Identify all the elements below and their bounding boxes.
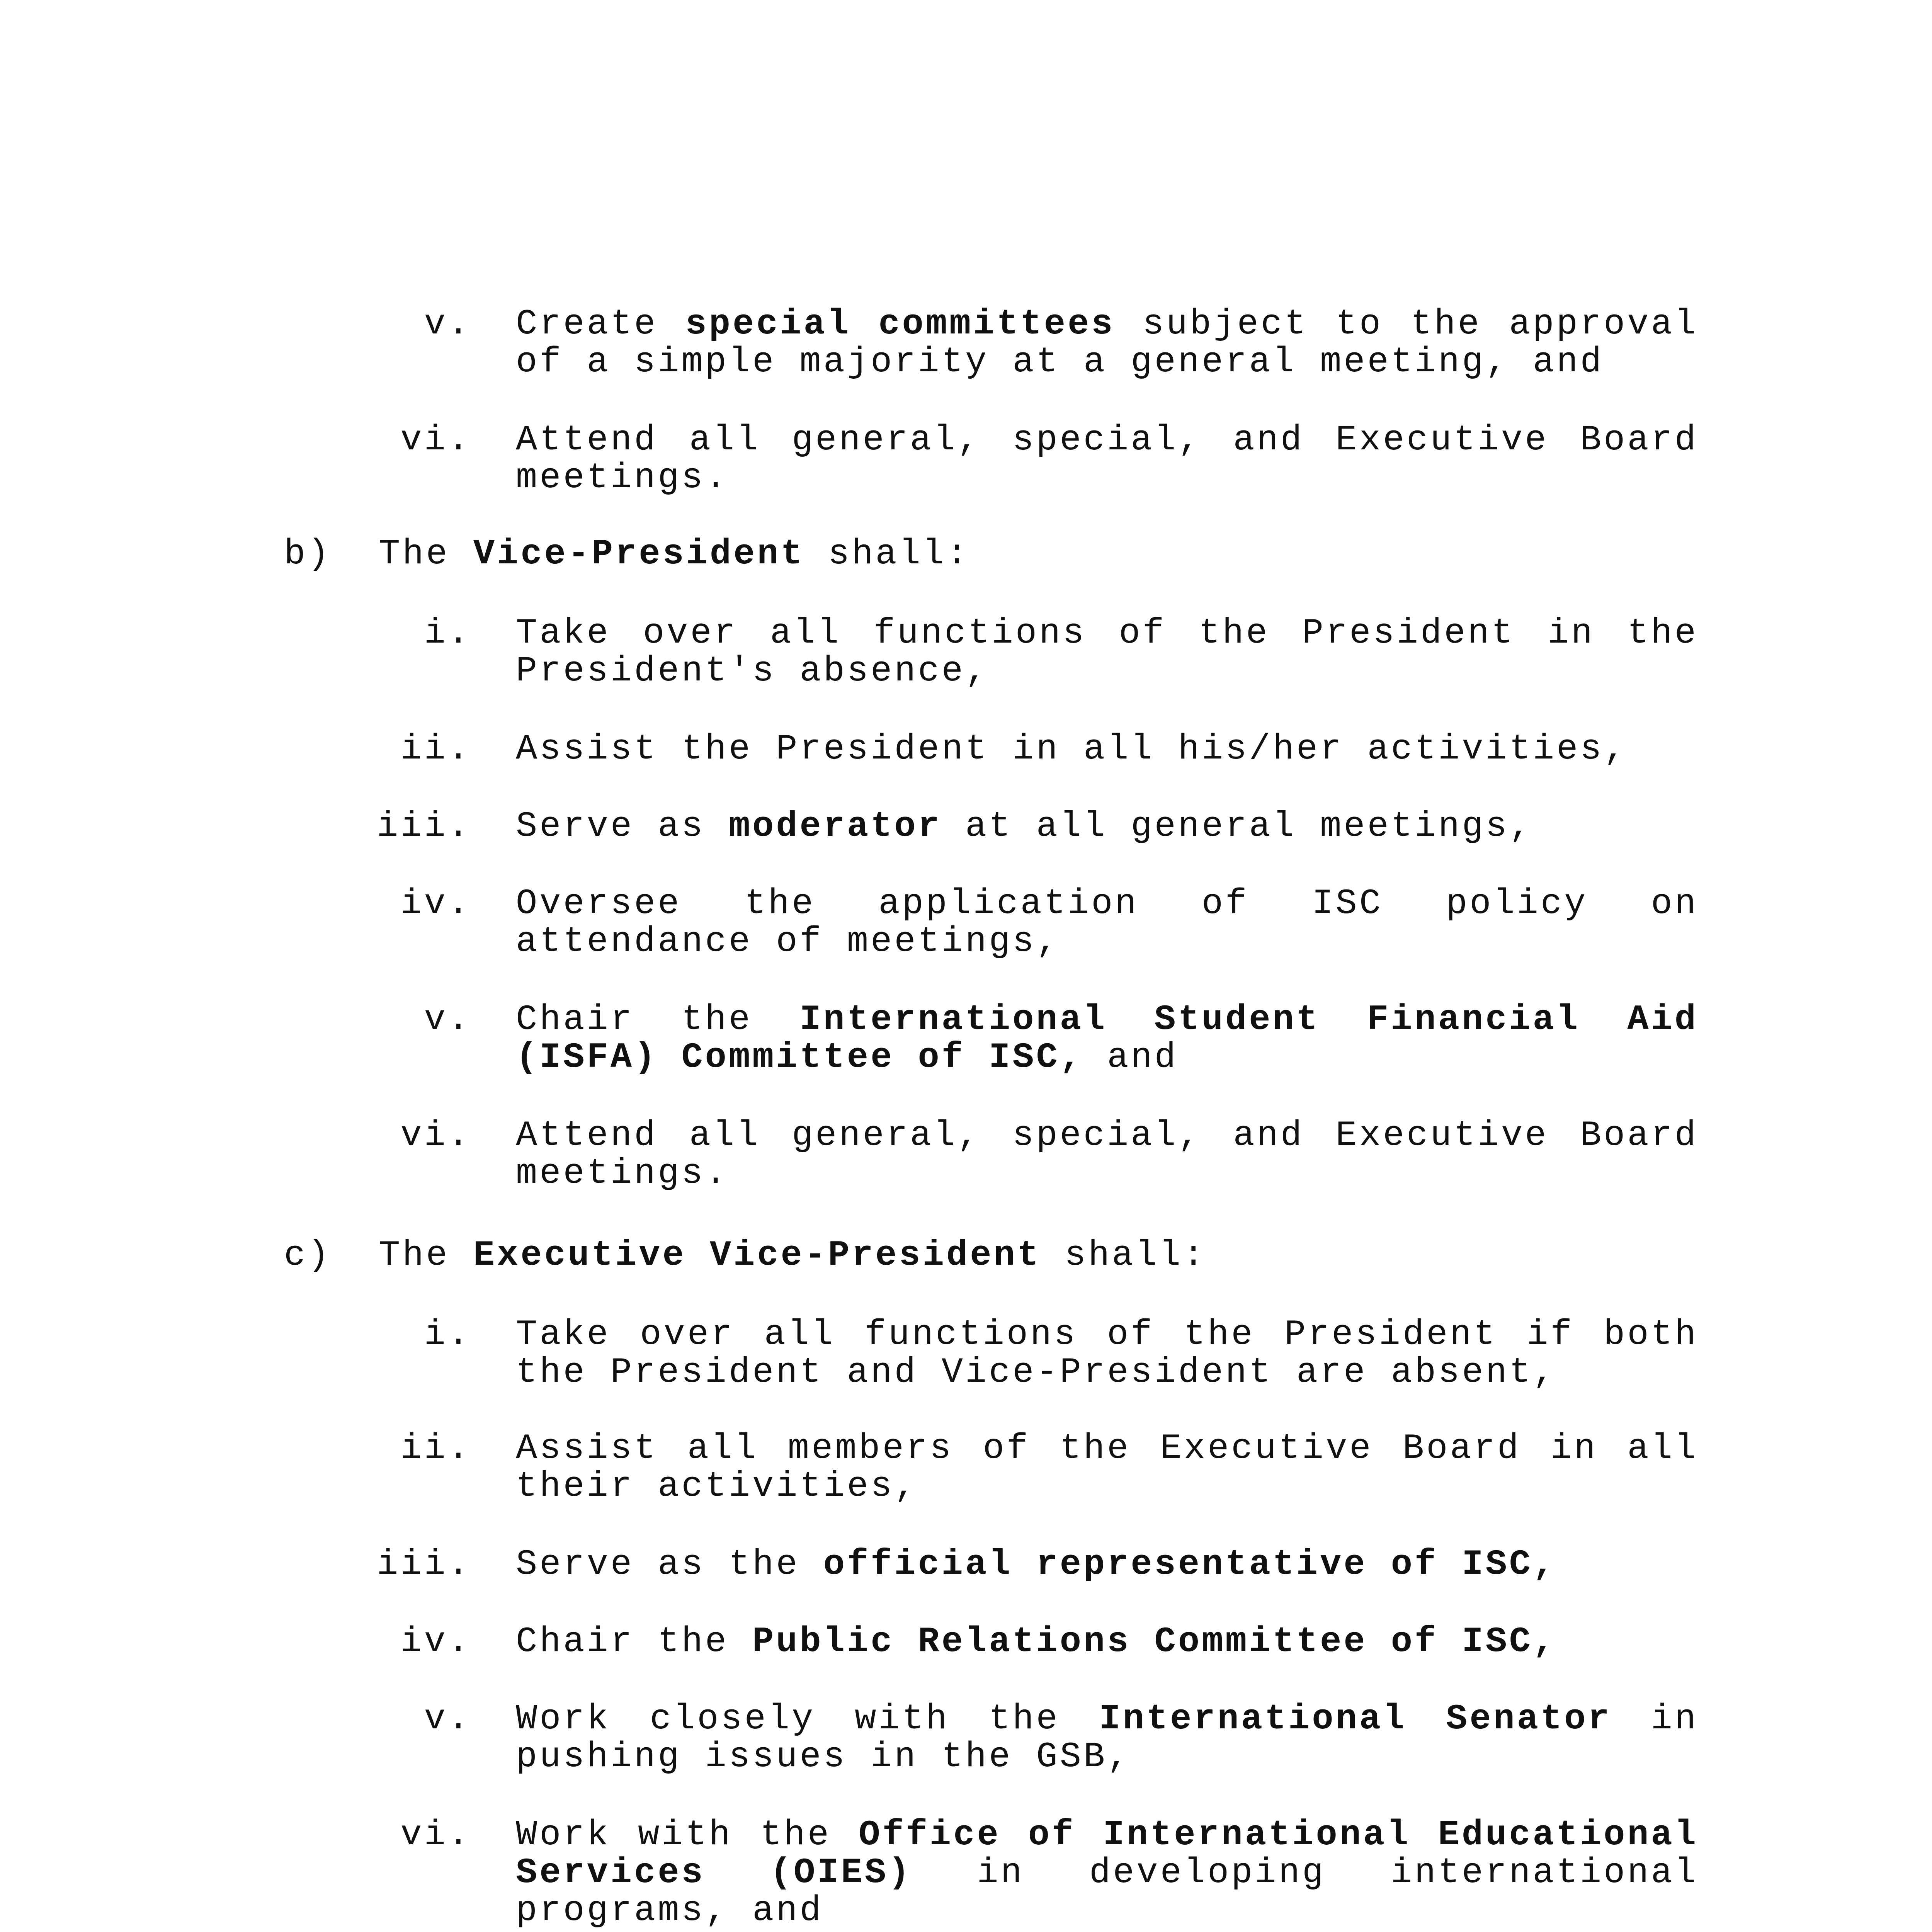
item-number: i. xyxy=(424,1314,471,1355)
list-item-text: Serve as moderator at all general meetings, xyxy=(516,806,1533,847)
list-item-text: Create special committees subject to the approval of a simple majority at a general meeting, and xyxy=(516,304,1698,382)
item-number: iv. xyxy=(400,1621,471,1662)
item-number: i. xyxy=(424,613,471,653)
item-number: iii. xyxy=(377,806,471,847)
item-number: iii. xyxy=(377,1544,471,1585)
list-item-text: Chair the Public Relations Committee of ISC, xyxy=(516,1621,1557,1662)
list-item-text: Work closely with the International Senator in pushing issues in the GSB, xyxy=(516,1699,1698,1777)
list-item-text: Attend all general, special, and Executive Board meetings. xyxy=(516,1115,1698,1194)
list-item-text: Take over all functions of the President if both the President and Vice-President are absent, xyxy=(516,1314,1698,1393)
section-heading: The Executive Vice-President shall: xyxy=(379,1235,1207,1276)
item-number: v. xyxy=(424,1699,471,1739)
list-item-text: Serve as the official representative of ISC, xyxy=(516,1544,1557,1585)
section-marker: b) xyxy=(284,534,332,574)
list-item-text: Assist all members of the Executive Board in all their activities, xyxy=(516,1428,1698,1507)
list-item-text: Take over all functions of the President in the President's absence, xyxy=(516,613,1698,691)
list-item-text: Oversee the application of ISC policy on attendance of meetings, xyxy=(516,883,1698,962)
list-item-text: Work with the Office of International Educational Services (OIES) in developing international programs, and xyxy=(516,1815,1698,1931)
item-number: ii. xyxy=(400,1428,471,1469)
section-heading: The Vice-President shall: xyxy=(379,534,970,574)
item-number: vi. xyxy=(400,1115,471,1156)
list-item-text: Attend all general, special, and Executive Board meetings. xyxy=(516,420,1698,498)
item-number: vi. xyxy=(400,1815,471,1855)
item-number: vi. xyxy=(400,420,471,460)
list-item-text: Chair the International Student Financial Aid (ISFA) Committee of ISC, and xyxy=(516,999,1698,1078)
item-number: v. xyxy=(424,304,471,344)
list-item-text: Assist the President in all his/her activities, xyxy=(516,729,1628,769)
item-number: v. xyxy=(424,999,471,1040)
item-number: ii. xyxy=(400,729,471,769)
item-number: iv. xyxy=(400,883,471,924)
section-marker: c) xyxy=(284,1235,332,1276)
